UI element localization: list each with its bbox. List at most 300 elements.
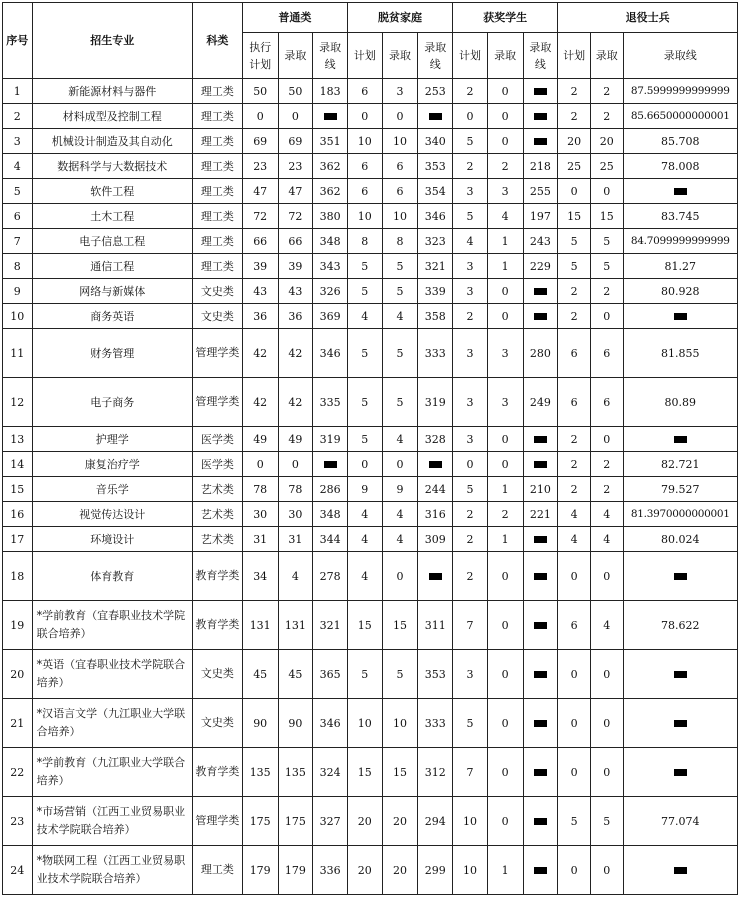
row-major: 康复治疗学 [32, 452, 192, 477]
cell-general-plan: 78 [242, 477, 278, 502]
cell-award-line [523, 601, 558, 650]
cell-award-admit: 1 [487, 254, 523, 279]
cell-award-plan: 7 [453, 748, 488, 797]
cell-award-plan: 5 [453, 477, 488, 502]
redacted-mark [534, 769, 547, 776]
cell-award-plan: 3 [453, 329, 488, 378]
cell-general-plan: 49 [242, 427, 278, 452]
row-major: 材料成型及控制工程 [32, 104, 192, 129]
cell-award-plan: 3 [453, 427, 488, 452]
row-category: 文史类 [192, 304, 242, 329]
cell-award-line [523, 104, 558, 129]
row-seq: 1 [3, 79, 33, 104]
col-header-category: 科类 [192, 3, 242, 79]
redacted-mark [674, 769, 687, 776]
row-category: 理工类 [192, 229, 242, 254]
redacted-mark [534, 88, 547, 95]
cell-veteran-plan: 5 [558, 229, 591, 254]
cell-award-admit: 0 [487, 552, 523, 601]
row-seq: 19 [3, 601, 33, 650]
row-major: 体育教育 [32, 552, 192, 601]
cell-award-plan: 3 [453, 650, 488, 699]
cell-veteran-plan: 2 [558, 477, 591, 502]
cell-award-plan: 2 [453, 552, 488, 601]
cell-award-plan: 5 [453, 129, 488, 154]
cell-award-plan: 0 [453, 452, 488, 477]
cell-veteran-plan: 4 [558, 527, 591, 552]
sub-header-line: 录取线 [523, 33, 558, 79]
header-row-1 [3, 3, 738, 33]
cell-award-line: 255 [523, 179, 558, 204]
col-header-major: 招生专业 [32, 3, 192, 79]
cell-poverty-plan: 15 [347, 601, 382, 650]
cell-award-plan: 2 [453, 527, 488, 552]
redacted-mark [429, 113, 442, 120]
table-row [3, 378, 738, 427]
cell-veteran-admit: 4 [590, 527, 623, 552]
cell-veteran-line: 81.855 [623, 329, 737, 378]
redacted-mark [429, 573, 442, 580]
cell-award-admit: 3 [487, 329, 523, 378]
row-seq: 10 [3, 304, 33, 329]
cell-award-plan: 3 [453, 179, 488, 204]
table-row [3, 154, 738, 179]
cell-veteran-admit: 0 [590, 748, 623, 797]
cell-poverty-admit: 4 [382, 427, 418, 452]
admission-table [2, 2, 738, 895]
cell-general-line: 335 [313, 378, 348, 427]
cell-veteran-admit: 25 [590, 154, 623, 179]
cell-award-admit: 0 [487, 104, 523, 129]
redacted-mark [534, 138, 547, 145]
row-major: 土木工程 [32, 204, 192, 229]
cell-poverty-line: 299 [418, 846, 453, 895]
cell-award-line: 221 [523, 502, 558, 527]
cell-award-line: 210 [523, 477, 558, 502]
cell-veteran-plan: 0 [558, 748, 591, 797]
table-row [3, 279, 738, 304]
cell-poverty-plan: 4 [347, 527, 382, 552]
cell-poverty-admit: 9 [382, 477, 418, 502]
row-major: 数据科学与大数据技术 [32, 154, 192, 179]
cell-general-admit: 36 [278, 304, 313, 329]
cell-general-admit: 179 [278, 846, 313, 895]
redacted-mark [674, 671, 687, 678]
cell-award-plan: 2 [453, 304, 488, 329]
cell-general-plan: 90 [242, 699, 278, 748]
row-seq: 7 [3, 229, 33, 254]
cell-award-admit: 1 [487, 477, 523, 502]
cell-veteran-admit: 0 [590, 650, 623, 699]
cell-veteran-admit: 5 [590, 797, 623, 846]
cell-general-plan: 34 [242, 552, 278, 601]
row-major: 财务管理 [32, 329, 192, 378]
cell-poverty-plan: 5 [347, 254, 382, 279]
cell-award-line [523, 452, 558, 477]
cell-award-admit: 0 [487, 129, 523, 154]
cell-veteran-plan: 2 [558, 427, 591, 452]
cell-poverty-line: 312 [418, 748, 453, 797]
cell-general-admit: 72 [278, 204, 313, 229]
cell-general-line: 348 [313, 502, 348, 527]
cell-poverty-line: 323 [418, 229, 453, 254]
cell-veteran-plan: 4 [558, 502, 591, 527]
cell-general-plan: 72 [242, 204, 278, 229]
cell-award-admit: 0 [487, 304, 523, 329]
sub-header-admit: 录取 [278, 33, 313, 79]
cell-poverty-admit: 0 [382, 552, 418, 601]
cell-poverty-admit: 5 [382, 650, 418, 699]
cell-general-admit: 90 [278, 699, 313, 748]
row-seq: 9 [3, 279, 33, 304]
cell-general-line: 326 [313, 279, 348, 304]
cell-veteran-line [623, 846, 737, 895]
table-row [3, 650, 738, 699]
cell-general-plan: 42 [242, 378, 278, 427]
cell-award-line [523, 304, 558, 329]
row-major: 软件工程 [32, 179, 192, 204]
cell-poverty-plan: 5 [347, 650, 382, 699]
cell-veteran-plan: 0 [558, 846, 591, 895]
cell-general-plan: 47 [242, 179, 278, 204]
cell-veteran-plan: 2 [558, 79, 591, 104]
cell-award-line [523, 748, 558, 797]
cell-poverty-line: 346 [418, 204, 453, 229]
row-major: 电子商务 [32, 378, 192, 427]
table-row [3, 179, 738, 204]
cell-general-admit: 42 [278, 329, 313, 378]
redacted-mark [534, 461, 547, 468]
redacted-mark [534, 671, 547, 678]
cell-veteran-line: 78.622 [623, 601, 737, 650]
cell-poverty-admit: 10 [382, 204, 418, 229]
row-seq: 21 [3, 699, 33, 748]
cell-veteran-plan: 20 [558, 129, 591, 154]
cell-general-line: 344 [313, 527, 348, 552]
cell-award-admit: 0 [487, 452, 523, 477]
cell-veteran-line [623, 427, 737, 452]
cell-general-line: 327 [313, 797, 348, 846]
row-seq: 14 [3, 452, 33, 477]
table-row [3, 502, 738, 527]
cell-poverty-admit: 5 [382, 378, 418, 427]
cell-veteran-line: 85.708 [623, 129, 737, 154]
row-seq: 5 [3, 179, 33, 204]
redacted-mark [674, 867, 687, 874]
cell-veteran-admit: 2 [590, 477, 623, 502]
cell-award-plan: 3 [453, 279, 488, 304]
cell-general-admit: 31 [278, 527, 313, 552]
group-header-veteran: 退役士兵 [558, 3, 738, 33]
cell-poverty-line: 244 [418, 477, 453, 502]
cell-general-line: 380 [313, 204, 348, 229]
cell-general-line: 286 [313, 477, 348, 502]
cell-poverty-admit: 10 [382, 129, 418, 154]
redacted-mark [534, 573, 547, 580]
cell-award-line [523, 129, 558, 154]
row-category: 教育学类 [192, 601, 242, 650]
redacted-mark [674, 573, 687, 580]
cell-award-plan: 5 [453, 204, 488, 229]
row-major: 机械设计制造及其自动化 [32, 129, 192, 154]
sub-header-plan: 计划 [453, 33, 488, 79]
cell-veteran-plan: 0 [558, 650, 591, 699]
row-category: 理工类 [192, 104, 242, 129]
row-seq: 22 [3, 748, 33, 797]
cell-award-line [523, 527, 558, 552]
cell-veteran-line: 77.074 [623, 797, 737, 846]
cell-general-admit: 0 [278, 104, 313, 129]
cell-general-line: 362 [313, 179, 348, 204]
row-seq: 13 [3, 427, 33, 452]
cell-award-admit: 0 [487, 427, 523, 452]
cell-general-line: 321 [313, 601, 348, 650]
cell-general-plan: 179 [242, 846, 278, 895]
cell-veteran-plan: 0 [558, 179, 591, 204]
redacted-mark [534, 288, 547, 295]
cell-poverty-admit: 20 [382, 846, 418, 895]
cell-poverty-plan: 5 [347, 279, 382, 304]
cell-veteran-admit: 0 [590, 304, 623, 329]
cell-poverty-line: 333 [418, 699, 453, 748]
sub-header-line: 录取线 [623, 33, 737, 79]
cell-veteran-plan: 6 [558, 378, 591, 427]
cell-poverty-admit: 0 [382, 452, 418, 477]
cell-veteran-line: 80.89 [623, 378, 737, 427]
redacted-mark [534, 622, 547, 629]
cell-award-plan: 10 [453, 797, 488, 846]
cell-award-line [523, 552, 558, 601]
cell-general-admit: 78 [278, 477, 313, 502]
cell-poverty-line: 333 [418, 329, 453, 378]
sub-header-line: 录取线 [313, 33, 348, 79]
cell-general-line: 278 [313, 552, 348, 601]
row-seq: 4 [3, 154, 33, 179]
row-major: 护理学 [32, 427, 192, 452]
cell-poverty-plan: 8 [347, 229, 382, 254]
cell-poverty-line: 328 [418, 427, 453, 452]
cell-veteran-line [623, 552, 737, 601]
table-row [3, 552, 738, 601]
redacted-mark [674, 720, 687, 727]
cell-general-line: 346 [313, 329, 348, 378]
cell-award-line [523, 846, 558, 895]
cell-veteran-plan: 5 [558, 797, 591, 846]
cell-poverty-plan: 6 [347, 79, 382, 104]
cell-veteran-admit: 6 [590, 329, 623, 378]
cell-general-admit: 0 [278, 452, 313, 477]
row-major: *物联网工程（江西工业贸易职业技术学院联合培养） [32, 846, 192, 895]
cell-general-line: 319 [313, 427, 348, 452]
cell-award-plan: 2 [453, 79, 488, 104]
cell-poverty-line: 340 [418, 129, 453, 154]
row-seq: 24 [3, 846, 33, 895]
table-row [3, 699, 738, 748]
row-major: *汉语言文学（九江职业大学联合培养） [32, 699, 192, 748]
cell-poverty-admit: 3 [382, 79, 418, 104]
table-row [3, 254, 738, 279]
row-major: 环境设计 [32, 527, 192, 552]
cell-veteran-admit: 0 [590, 846, 623, 895]
row-category: 医学类 [192, 452, 242, 477]
cell-poverty-admit: 8 [382, 229, 418, 254]
cell-veteran-admit: 0 [590, 427, 623, 452]
table-row [3, 129, 738, 154]
cell-award-plan: 2 [453, 502, 488, 527]
cell-poverty-admit: 4 [382, 502, 418, 527]
cell-general-plan: 31 [242, 527, 278, 552]
cell-veteran-line: 84.7099999999999 [623, 229, 737, 254]
cell-veteran-admit: 6 [590, 378, 623, 427]
row-seq: 16 [3, 502, 33, 527]
cell-general-line: 369 [313, 304, 348, 329]
cell-general-line: 183 [313, 79, 348, 104]
cell-award-line: 280 [523, 329, 558, 378]
sub-header-admit: 录取 [382, 33, 418, 79]
row-category: 艺术类 [192, 502, 242, 527]
cell-general-plan: 23 [242, 154, 278, 179]
cell-general-plan: 43 [242, 279, 278, 304]
cell-award-line: 249 [523, 378, 558, 427]
cell-poverty-admit: 20 [382, 797, 418, 846]
cell-veteran-line: 82.721 [623, 452, 737, 477]
row-major: 商务英语 [32, 304, 192, 329]
cell-veteran-admit: 0 [590, 552, 623, 601]
cell-veteran-admit: 5 [590, 254, 623, 279]
cell-poverty-line: 316 [418, 502, 453, 527]
cell-award-line [523, 279, 558, 304]
cell-general-admit: 42 [278, 378, 313, 427]
cell-poverty-plan: 20 [347, 797, 382, 846]
cell-veteran-plan: 6 [558, 329, 591, 378]
cell-poverty-admit: 5 [382, 254, 418, 279]
cell-award-plan: 10 [453, 846, 488, 895]
cell-general-admit: 43 [278, 279, 313, 304]
table-row [3, 204, 738, 229]
cell-poverty-line: 353 [418, 154, 453, 179]
row-seq: 11 [3, 329, 33, 378]
cell-award-line: 218 [523, 154, 558, 179]
cell-poverty-line: 354 [418, 179, 453, 204]
cell-veteran-admit: 4 [590, 502, 623, 527]
row-seq: 3 [3, 129, 33, 154]
cell-poverty-admit: 0 [382, 104, 418, 129]
cell-poverty-admit: 6 [382, 179, 418, 204]
cell-poverty-admit: 4 [382, 304, 418, 329]
cell-poverty-admit: 5 [382, 279, 418, 304]
cell-award-plan: 3 [453, 378, 488, 427]
redacted-mark [534, 436, 547, 443]
cell-poverty-plan: 0 [347, 104, 382, 129]
row-category: 管理学类 [192, 378, 242, 427]
cell-general-admit: 39 [278, 254, 313, 279]
table-row [3, 797, 738, 846]
cell-veteran-admit: 20 [590, 129, 623, 154]
cell-veteran-plan: 5 [558, 254, 591, 279]
cell-award-admit: 0 [487, 601, 523, 650]
table-row [3, 477, 738, 502]
cell-award-admit: 0 [487, 279, 523, 304]
row-category: 理工类 [192, 204, 242, 229]
row-category: 艺术类 [192, 527, 242, 552]
cell-poverty-plan: 10 [347, 129, 382, 154]
cell-poverty-plan: 5 [347, 378, 382, 427]
cell-award-admit: 0 [487, 699, 523, 748]
cell-general-plan: 0 [242, 452, 278, 477]
row-major: 视觉传达设计 [32, 502, 192, 527]
cell-veteran-line: 87.5999999999999 [623, 79, 737, 104]
cell-award-admit: 3 [487, 378, 523, 427]
cell-general-plan: 42 [242, 329, 278, 378]
row-major: *学前教育（九江职业大学联合培养） [32, 748, 192, 797]
cell-veteran-line: 81.27 [623, 254, 737, 279]
cell-poverty-plan: 15 [347, 748, 382, 797]
cell-general-admit: 131 [278, 601, 313, 650]
cell-poverty-plan: 0 [347, 452, 382, 477]
cell-award-line: 229 [523, 254, 558, 279]
cell-poverty-line [418, 552, 453, 601]
cell-general-plan: 69 [242, 129, 278, 154]
row-major: 电子信息工程 [32, 229, 192, 254]
redacted-mark [534, 536, 547, 543]
row-seq: 2 [3, 104, 33, 129]
cell-general-admit: 49 [278, 427, 313, 452]
cell-veteran-line [623, 650, 737, 699]
cell-poverty-line: 309 [418, 527, 453, 552]
cell-poverty-line: 358 [418, 304, 453, 329]
cell-award-line [523, 650, 558, 699]
cell-veteran-line [623, 304, 737, 329]
sub-header-plan-exec: 执行计划 [242, 33, 278, 79]
row-major: *英语（宜春职业技术学院联合培养） [32, 650, 192, 699]
sub-header-plan: 计划 [558, 33, 591, 79]
cell-general-line: 351 [313, 129, 348, 154]
cell-general-admit: 45 [278, 650, 313, 699]
row-major: 网络与新媒体 [32, 279, 192, 304]
group-header-award: 获奖学生 [453, 3, 558, 33]
cell-general-admit: 66 [278, 229, 313, 254]
cell-poverty-line [418, 452, 453, 477]
cell-general-line: 324 [313, 748, 348, 797]
cell-general-line: 336 [313, 846, 348, 895]
sub-header-admit: 录取 [487, 33, 523, 79]
cell-general-line: 346 [313, 699, 348, 748]
cell-award-admit: 1 [487, 229, 523, 254]
cell-award-admit: 0 [487, 650, 523, 699]
group-header-poverty: 脱贫家庭 [347, 3, 452, 33]
row-category: 理工类 [192, 179, 242, 204]
cell-general-admit: 50 [278, 79, 313, 104]
cell-general-plan: 36 [242, 304, 278, 329]
table-row [3, 427, 738, 452]
row-seq: 17 [3, 527, 33, 552]
cell-award-admit: 0 [487, 797, 523, 846]
row-major: *学前教育（宜春职业技术学院联合培养） [32, 601, 192, 650]
cell-poverty-line: 311 [418, 601, 453, 650]
cell-poverty-plan: 10 [347, 699, 382, 748]
cell-general-admit: 135 [278, 748, 313, 797]
row-category: 文史类 [192, 279, 242, 304]
cell-poverty-line: 339 [418, 279, 453, 304]
cell-veteran-line: 79.527 [623, 477, 737, 502]
cell-veteran-line: 85.6650000000001 [623, 104, 737, 129]
cell-poverty-line: 319 [418, 378, 453, 427]
cell-veteran-admit: 0 [590, 179, 623, 204]
cell-award-plan: 3 [453, 254, 488, 279]
cell-poverty-plan: 9 [347, 477, 382, 502]
cell-award-admit: 1 [487, 846, 523, 895]
cell-veteran-plan: 15 [558, 204, 591, 229]
